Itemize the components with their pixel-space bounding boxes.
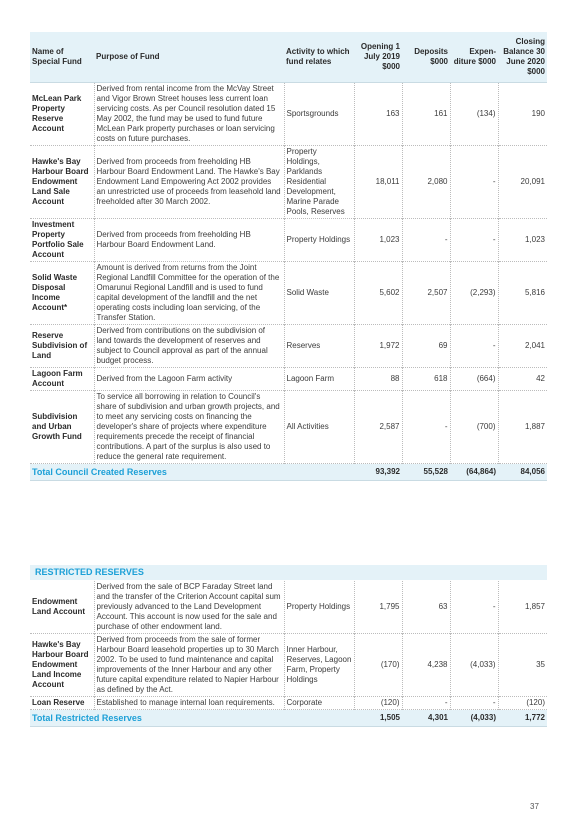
fund-name: Solid Waste Disposal Income Account*: [32, 273, 78, 312]
deposits-value: 161: [402, 83, 450, 146]
table-row: [30, 262, 547, 325]
expenditure-value: -: [450, 581, 498, 634]
header-purpose: Purpose of Fund: [94, 32, 284, 83]
total-expenditure: (4,033): [450, 710, 498, 727]
fund-purpose: Derived from rental income from the McVay Street and Vigor Brown Street houses less current loan servicing costs. As per Council resolution dated 15 May 2002, the fund may be used to fund future McLean Park property purchases or loan servicing costs on future purchases.: [94, 83, 284, 146]
fund-name: Hawke's Bay Harbour Board Endowment Land Income Account: [32, 640, 89, 689]
table-header: [30, 32, 547, 83]
fund-activity: Property Holdings: [284, 581, 354, 634]
fund-purpose: To service all borrowing in relation to Council's share of subdivision and urban growth projects, and to meet any servicing costs on financing the developer's share of projects where expenditure requirements precede the receipt of financial contributions. A part of the surplus is also used to reduce the general rate requirement.: [94, 391, 284, 464]
fund-name: Investment Property Portfolio Sale Account: [32, 220, 84, 259]
total-deposits: 55,528: [402, 464, 450, 481]
expenditure-value: -: [450, 697, 498, 710]
header-closing: Closing Balance 30 June 2020 $000: [498, 32, 547, 83]
fund-name: Loan Reserve: [32, 698, 85, 707]
opening-value: (120): [354, 697, 402, 710]
total-label: Total Restricted Reserves: [30, 710, 354, 727]
table-row: [30, 391, 547, 464]
fund-activity: Property Holdings: [284, 219, 354, 262]
closing-value: 190: [498, 83, 547, 146]
total-closing: 84,056: [498, 464, 547, 481]
table-row: [30, 325, 547, 368]
fund-activity: All Activities: [284, 391, 354, 464]
opening-value: (170): [354, 634, 402, 697]
table-row: [30, 368, 547, 391]
closing-value: 1,887: [498, 391, 547, 464]
deposits-value: 618: [402, 368, 450, 391]
deposits-value: 69: [402, 325, 450, 368]
closing-value: 2,041: [498, 325, 547, 368]
total-expenditure: (64,864): [450, 464, 498, 481]
fund-activity: Lagoon Farm: [284, 368, 354, 391]
fund-activity: Solid Waste: [284, 262, 354, 325]
closing-value: 5,816: [498, 262, 547, 325]
closing-value: 1,857: [498, 581, 547, 634]
fund-name: McLean Park Property Reserve Account: [32, 94, 82, 133]
opening-value: 1,972: [354, 325, 402, 368]
fund-activity: Sportsgrounds: [284, 83, 354, 146]
opening-value: 1,023: [354, 219, 402, 262]
fund-activity: Inner Harbour, Reserves, Lagoon Farm, Property Holdings: [284, 634, 354, 697]
fund-purpose: Derived from proceeds from freeholding HB Harbour Board Endowment Land.: [94, 219, 284, 262]
table-row: [30, 634, 547, 697]
expenditure-value: (700): [450, 391, 498, 464]
fund-purpose: Derived from proceeds from freeholding HB Harbour Board Endowment Land. The Hawke's Bay Endowment Land Empowering Act 2002 provides an unrestricted use of proceeds from leasehold land freeholded after 30 March 2002.: [94, 146, 284, 219]
opening-value: 5,602: [354, 262, 402, 325]
restricted-reserves-heading: RESTRICTED RESERVES: [30, 565, 547, 580]
table-row: [30, 146, 547, 219]
header-opening: Opening 1 July 2019 $000: [354, 32, 402, 83]
header-expenditure: Expen- diture $000: [450, 32, 498, 83]
deposits-value: 63: [402, 581, 450, 634]
deposits-value: -: [402, 219, 450, 262]
deposits-value: 4,238: [402, 634, 450, 697]
fund-purpose: Derived from the sale of BCP Faraday Street land and the transfer of the Criterion Account capital sum previously advanced to the Land Development Account. This account is now used for the sale and purchase of other endowment land.: [94, 581, 284, 634]
table-row: [30, 697, 547, 710]
closing-value: 1,023: [498, 219, 547, 262]
deposits-value: 2,080: [402, 146, 450, 219]
fund-purpose: Established to manage internal loan requirements.: [94, 697, 284, 710]
opening-value: 2,587: [354, 391, 402, 464]
table-row: [30, 581, 547, 634]
table-row: [30, 219, 547, 262]
table-row: [30, 83, 547, 146]
deposits-value: -: [402, 391, 450, 464]
total-label: Total Council Created Reserves: [30, 464, 354, 481]
header-fund-name: Name of Special Fund: [30, 32, 94, 83]
expenditure-value: -: [450, 146, 498, 219]
header-activity: Activity to which fund relates: [284, 32, 354, 83]
fund-activity: Reserves: [284, 325, 354, 368]
opening-value: 1,795: [354, 581, 402, 634]
deposits-value: 2,507: [402, 262, 450, 325]
expenditure-value: -: [450, 219, 498, 262]
closing-value: 35: [498, 634, 547, 697]
opening-value: 88: [354, 368, 402, 391]
header-deposits: Deposits $000: [402, 32, 450, 83]
deposits-value: -: [402, 697, 450, 710]
fund-purpose: Derived from proceeds from the sale of former Harbour Board leasehold properties up to 30 March 2002. To be used to fund maintenance and capital improvements of the Inner Harbour and any other future capital expenditure related to Napier Harbour as defined by the Act.: [94, 634, 284, 697]
expenditure-value: (2,293): [450, 262, 498, 325]
fund-purpose: Amount is derived from returns from the Joint Regional Landfill Committee for the operation of the Omarunui Regional Landfill and is used to fund capital development of the landfill and the net operating costs including loan servicing, of the Transfer Station.: [94, 262, 284, 325]
opening-value: 163: [354, 83, 402, 146]
fund-name: Reserve Subdivision of Land: [32, 331, 88, 360]
closing-value: (120): [498, 697, 547, 710]
page-number: 37: [530, 802, 539, 811]
fund-purpose: Derived from contributions on the subdivision of land towards the development of reserves and subject to Council approval as part of the annual budget process.: [94, 325, 284, 368]
fund-name: Subdivision and Urban Growth Fund: [32, 412, 82, 441]
fund-name: Endowment Land Account: [32, 597, 86, 616]
total-row: [30, 464, 547, 481]
restricted-reserves-table: [30, 581, 547, 727]
expenditure-value: (664): [450, 368, 498, 391]
expenditure-value: -: [450, 325, 498, 368]
fund-name: Lagoon Farm Account: [32, 369, 83, 388]
closing-value: 20,091: [498, 146, 547, 219]
total-opening: 1,505: [354, 710, 402, 727]
council-reserves-table: [30, 32, 547, 481]
fund-name: Hawke's Bay Harbour Board Endowment Land Sale Account: [32, 157, 89, 206]
closing-value: 42: [498, 368, 547, 391]
total-deposits: 4,301: [402, 710, 450, 727]
expenditure-value: (4,033): [450, 634, 498, 697]
opening-value: 18,011: [354, 146, 402, 219]
fund-activity: Corporate: [284, 697, 354, 710]
fund-activity: Property Holdings, Parklands Residential Development, Marine Parade Pools, Reserves: [284, 146, 354, 219]
total-opening: 93,392: [354, 464, 402, 481]
fund-purpose: Derived from the Lagoon Farm activity: [94, 368, 284, 391]
expenditure-value: (134): [450, 83, 498, 146]
total-closing: 1,772: [498, 710, 547, 727]
total-row: [30, 710, 547, 727]
